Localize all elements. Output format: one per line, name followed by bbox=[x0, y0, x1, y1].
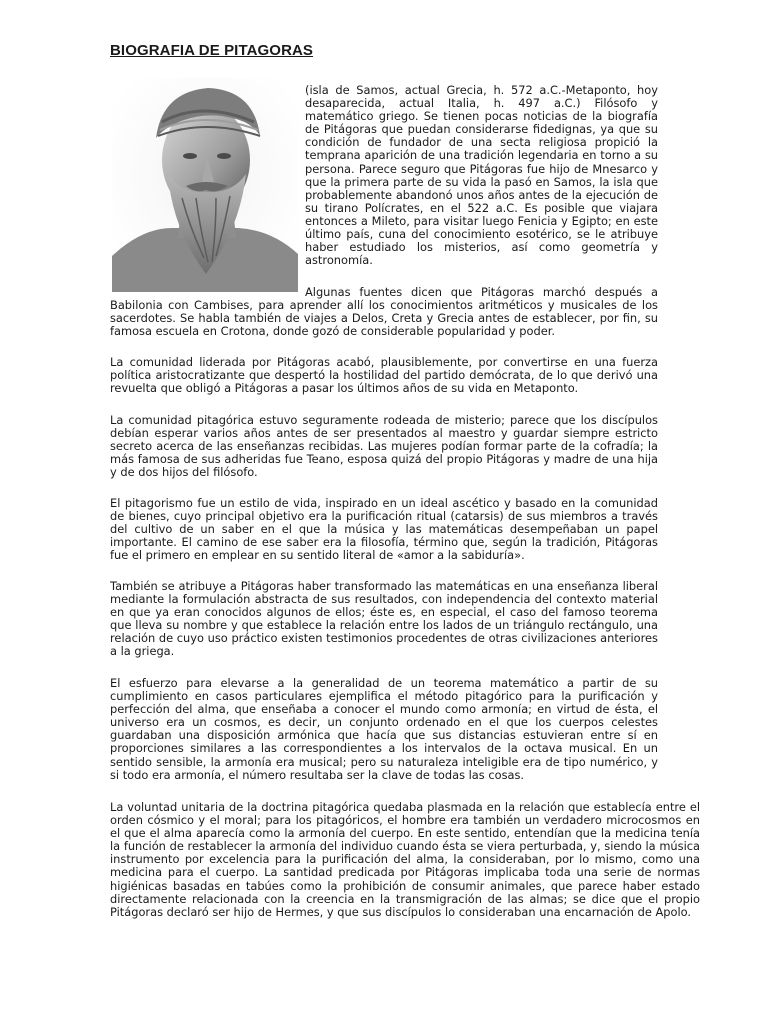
body-paragraph: La comunidad pitagórica estuvo seguramente rodeada de misterio; parece que los discípulos debían esperar varios años antes de ser presentados al maestro y guardar siempre estricto secreto acerca de las enseñanzas recibidas. Las mujeres podían formar parte de la cofradía; la más famosa de sus adheridas fue Teano, esposa quizá del propio Pitágoras y madre de una hija y de dos hijos del filósofo. bbox=[110, 413, 658, 480]
body-paragraph: También se atribuye a Pitágoras haber transformado las matemáticas en una enseñanza liberal mediante la formulación abstracta de sus resultados, con independencia del contexto material en que ya eran conocidos algunos de ellos; éste es, en especial, el caso del famoso teorema que lleva su nombre y que establece la relación entre los lados de un triángulo rectángulo, una relación de cuyo uso práctico existen testimonios procedentes de otras civilizaciones anteriores a la griega. bbox=[110, 579, 658, 659]
body-paragraph: La voluntad unitaria de la doctrina pitagórica quedaba plasmada en la relación que establecía entre el orden cósmico y el moral; para los pitagóricos, el hombre era también un verdadero microcosmos en el que el alma aparecía como la armonía del cuerpo. En este sentido, entendían que la medicina tenía la función de restablecer la armonía del individuo cuando ésta se viera perturbada, y, siendo la música instrumento por excelencia para la purificación del alma, la consideraban, por lo mismo, como una medicina para el cuerpo. La santidad predicada por Pitágoras implicaba toda una serie de normas higiénicas basadas en tabúes como la prohibición de consumir animales, que parece haber estado directamente relacionada con la creencia en la transmigración de las almas; se dice que el propio Pitágoras declaró ser hijo de Hermes, y que sus discípulos lo consideraban una encarnación de Apolo. bbox=[110, 800, 700, 919]
intro-paragraph: (isla de Samos, actual Grecia, h. 572 a.C.-Metaponto, hoy desaparecida, actual Italia, h. 497 a.C.) Filósofo y matemático griego. Se tienen pocas noticias de la biografía de Pitágoras que puedan considerarse fidedignas, ya que su condición de fundador de una secta religiosa propició la temprana aparición de una tradición legendaria en torno a su persona. Parece seguro que Pitágoras fue hijo de Mnesarco y que la primera parte de su vida la pasó en Samos, la isla que probablemente abandonó unos años antes de la ejecución de su tirano Polícrates, en el 522 a.C. Es posible que viajara entonces a Mileto, para visitar luego Fenicia y Egipto; en este último país, cuna del conocimiento esotérico, se le atribuye haber estudiado los misterios, así como geometría y astronomía. bbox=[305, 83, 658, 268]
page-title: BIOGRAFIA DE PITAGORAS bbox=[110, 42, 314, 59]
body-paragraph: El esfuerzo para elevarse a la generalidad de un teorema matemático a partir de su cumplimiento en casos particulares ejemplifica el método pitagórico para la purificación y perfección del alma, que enseñaba a conocer el mundo como armonía; en virtud de ésta, el universo era un cosmos, es decir, un conjunto ordenado en el que los cuerpos celestes guardaban una disposición armónica que hacía que sus distancias estuvieran entre sí en proporciones similares a las correspondientes a los intervalos de la octava musical. En un sentido sensible, la armonía era musical; pero su naturaleza inteligible era de tipo numérico, y si todo era armonía, el número resultaba ser la clave de todas las cosas. bbox=[110, 676, 658, 782]
body-paragraph: El pitagorismo fue un estilo de vida, inspirado en un ideal ascético y basado en la comunidad de bienes, cuyo principal objetivo era la purificación ritual (catarsis) de sus miembros a través del cultivo de un saber en el que la música y las matemáticas desempeñaban un papel importante. El camino de ese saber era la filosofía, término que, según la tradición, Pitágoras fue el primero en emplear en su sentido literal de «amor a la sabiduría». bbox=[110, 496, 658, 563]
intro-continuation-paragraph: Algunas fuentes dicen que Pitágoras marchó después a Babilonia con Cambises, para aprender allí los conocimientos aritméticos y musicales de los sacerdotes. Se habla también de viajes a Delos, Creta y Grecia antes de establecer, por fin, su famosa escuela en Crotona, donde gozó de considerable popularidad y poder. bbox=[110, 285, 658, 339]
body-paragraph: La comunidad liderada por Pitágoras acabó, plausiblemente, por convertirse en una fuerza política aristocratizante que despertó la hostilidad del partido demócrata, de lo que derivó una revuelta que obligó a Pitágoras a pasar los últimos años de su vida en Metaponto. bbox=[110, 355, 658, 396]
pythagoras-bust-image bbox=[112, 78, 298, 292]
